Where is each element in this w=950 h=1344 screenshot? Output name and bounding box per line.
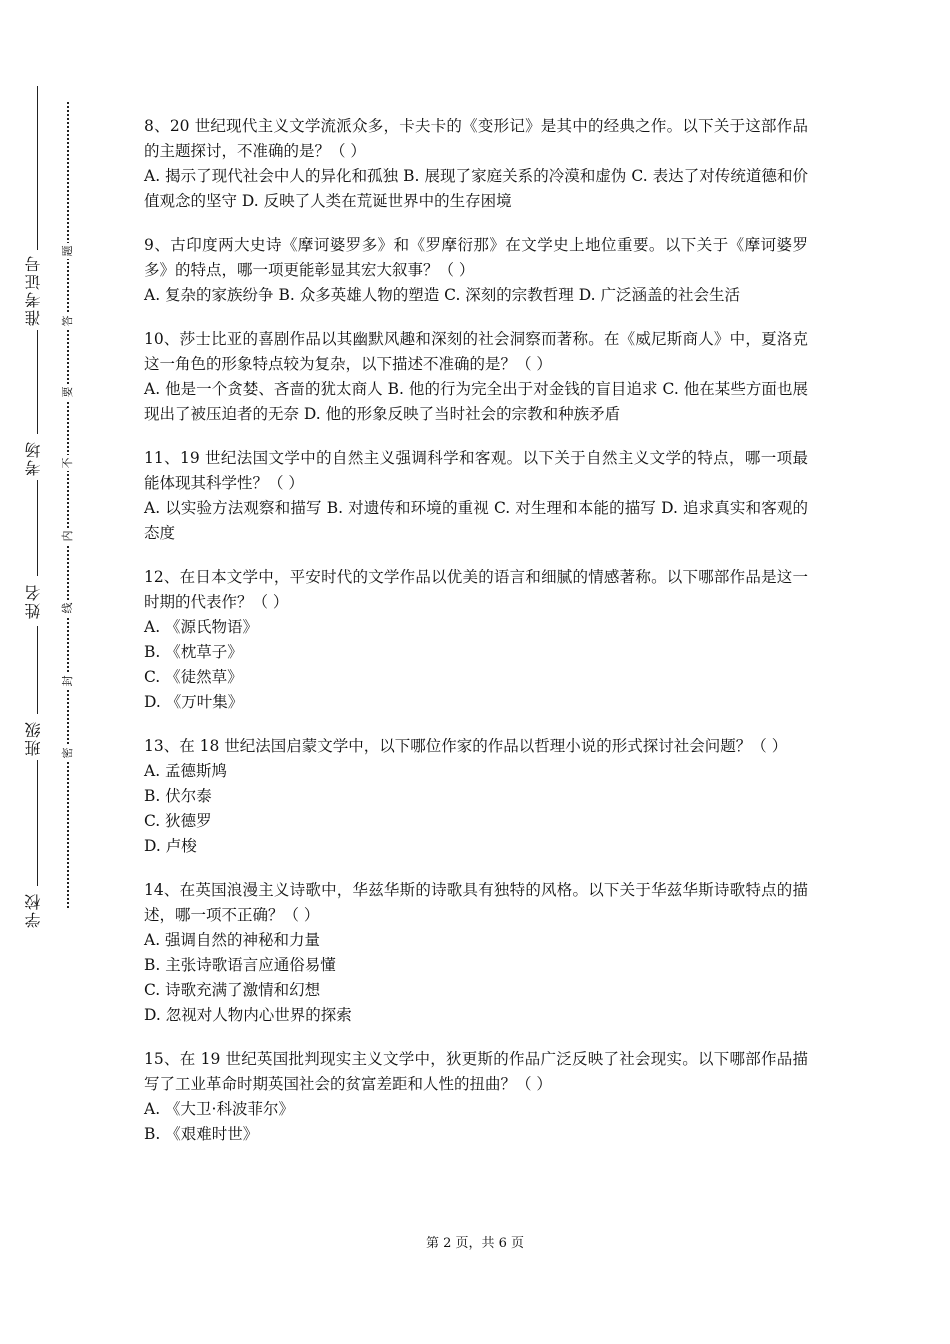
option-a: A. 强调自然的神秘和力量 (144, 931, 321, 949)
seal-char: 内 (60, 528, 76, 544)
question-stem: 15、在 19 世纪英国批判现实主义文学中，狄更斯的作品广泛反映了社会现实。以下哪部作品描写了工业革命时期英国社会的贫富差距和人性的扭曲？（ ） (144, 1050, 808, 1093)
option-b: B. 《艰难时世》 (144, 1125, 259, 1143)
name-label: 姓名 (24, 583, 43, 619)
seal-char: 题 (60, 243, 76, 259)
option-b: B. 主张诗歌语言应通俗易懂 (144, 956, 336, 974)
question-stem: 12、在日本文学中，平安时代的文学作品以优美的语言和细腻的情感著称。以下哪部作品是这一时期的代表作？（ ） (144, 568, 808, 611)
option-d: D. 《万叶集》 (144, 693, 244, 711)
option-b: B. 伏尔泰 (144, 787, 212, 805)
page-number: 第 2 页，共 6 页 (425, 1236, 525, 1251)
question-8 (144, 114, 808, 214)
school-line (37, 760, 38, 886)
question-stem: 13、在 18 世纪法国启蒙文学中，以下哪位作家的作品以哲理小说的形式探讨社会问题？（ ） (144, 737, 788, 755)
option-c: C. 诗歌充满了激情和幻想 (144, 981, 321, 999)
option-a: A. 孟德斯鸠 (144, 762, 228, 780)
option-a: A. 《源氏物语》 (144, 618, 259, 636)
student-id-label: 准考证号 (24, 254, 43, 326)
question-10 (144, 327, 808, 427)
name-line (37, 480, 38, 576)
seal-char: 密 (60, 745, 76, 761)
option-b: B. 《枕草子》 (144, 643, 243, 661)
question-options: A. 以实验方法观察和描写 B. 对遗传和环境的重视 C. 对生理和本能的描写 D. 追求真实和客观的态度 (144, 499, 808, 542)
seal-dotted-line (67, 102, 69, 908)
question-list (144, 114, 808, 1166)
seal-char: 要 (60, 384, 76, 400)
seal-char: 答 (60, 313, 76, 329)
question-options: A. 他是一个贪婪、吝啬的犹太商人 B. 他的行为完全出于对金钱的盲目追求 C. 他在某些方面也展现出了被压迫者的无奈 D. 他的形象反映了当时社会的宗教和种族矛盾 (144, 380, 808, 423)
student-id-line (37, 86, 38, 250)
question-stem: 8、20 世纪现代主义文学流派众多，卡夫卡的《变形记》是其中的经典之作。以下关于这部作品的主题探讨，不准确的是？（ ） (144, 117, 808, 160)
question-options: A. 揭示了现代社会中人的异化和孤独 B. 展现了家庭关系的冷漠和虚伪 C. 表达了对传统道德和价值观念的坚守 D. 反映了人类在荒诞世界中的生存困境 (144, 167, 808, 210)
binding-margin (0, 0, 100, 1344)
seal-char: 封 (60, 673, 76, 689)
question-13 (144, 734, 808, 859)
option-a: A. 《大卫·科波菲尔》 (144, 1100, 294, 1118)
class-line (37, 626, 38, 714)
question-stem: 11、19 世纪法国文学中的自然主义强调科学和客观。以下关于自然主义文学的特点，哪一项最能体现其科学性？（ ） (144, 449, 808, 492)
school-label: 学校 (24, 892, 43, 928)
question-9 (144, 233, 808, 308)
question-options: A. 复杂的家族纷争 B. 众多英雄人物的塑造 C. 深刻的宗教哲理 D. 广泛涵盖的社会生活 (144, 286, 740, 304)
question-14 (144, 878, 808, 1028)
exam-room-label: 考场 (24, 440, 43, 476)
question-12 (144, 565, 808, 715)
question-11 (144, 446, 808, 546)
seal-char: 线 (60, 600, 76, 616)
question-stem: 14、在英国浪漫主义诗歌中，华兹华斯的诗歌具有独特的风格。以下关于华兹华斯诗歌特点的描述，哪一项不正确？（ ） (144, 881, 808, 924)
exam-room-line (37, 330, 38, 434)
question-stem: 9、古印度两大史诗《摩诃婆罗多》和《罗摩衍那》在文学史上地位重要。以下关于《摩诃婆罗多》的特点，哪一项更能彰显其宏大叙事？（ ） (144, 236, 808, 279)
question-15 (144, 1047, 808, 1147)
option-d: D. 忽视对人物内心世界的探索 (144, 1006, 352, 1024)
seal-char: 不 (60, 455, 76, 471)
class-label: 班级 (24, 720, 43, 756)
option-c: C. 狄德罗 (144, 812, 212, 830)
option-c: C. 《徒然草》 (144, 668, 243, 686)
question-stem: 10、莎士比亚的喜剧作品以其幽默风趣和深刻的社会洞察而著称。在《威尼斯商人》中，夏洛克这一角色的形象特点较为复杂，以下描述不准确的是？（ ） (144, 330, 808, 373)
option-d: D. 卢梭 (144, 837, 197, 855)
